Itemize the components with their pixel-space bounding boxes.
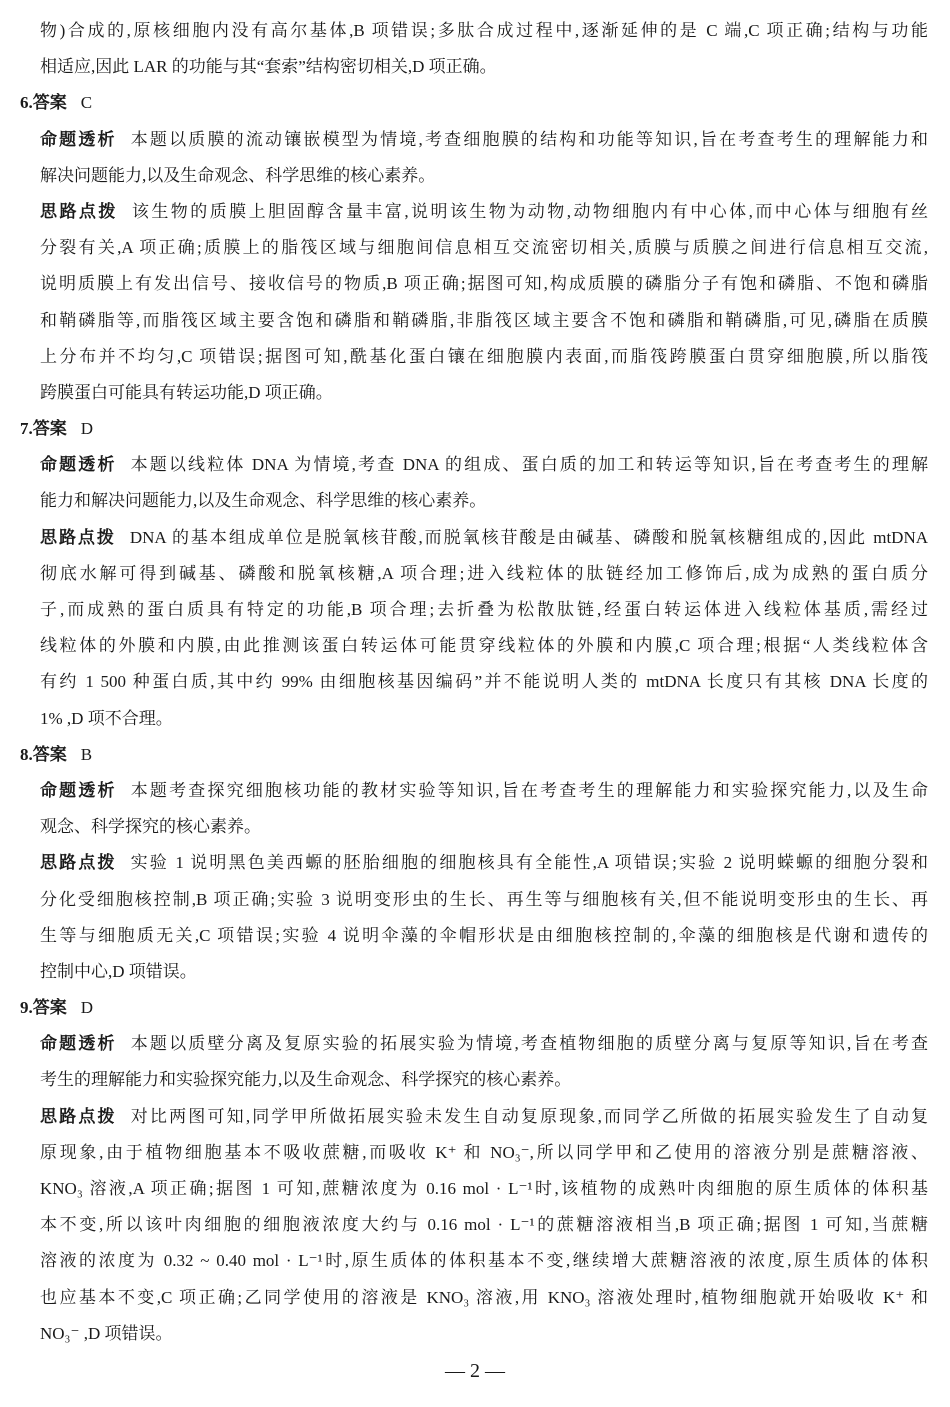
line-text: 该生物的质膜上胆固醇含量丰富,说明该生物为动物,动物细胞内有中心体,而中心体与细胞有丝 xyxy=(131,201,928,221)
line-text: 1% ,D 项不合理。 xyxy=(40,708,173,728)
question-number: 6. xyxy=(20,93,33,113)
text-line xyxy=(40,809,928,845)
question-number: 7. xyxy=(20,419,33,439)
text-line xyxy=(40,1026,928,1062)
text-line xyxy=(40,628,928,664)
line-text: 有约 1 500 种蛋白质,其中约 99% 由细胞核基因编码”并不能说明人类的 mtDNA 长度只有其核 DNA 长度的 xyxy=(40,672,928,692)
text-line xyxy=(40,303,928,339)
text-line xyxy=(40,1135,928,1171)
text-line xyxy=(40,266,928,302)
line-text: 子,而成熟的蛋白质具有特定的功能,B 项合理;去折叠为松散肽链,经蛋白转运体进入线粒体基质,需经过 xyxy=(40,600,928,619)
line-text: 本不变,所以该叶肉细胞的细胞液浓度大约与 0.16 mol · L⁻¹的蔗糖溶液相当,B 项正确;据图 1 可知,当蔗糖 xyxy=(40,1215,928,1235)
text-line xyxy=(40,1171,928,1207)
text-line xyxy=(40,1243,928,1279)
text-line xyxy=(40,375,928,411)
text-line xyxy=(40,520,928,556)
text-line xyxy=(40,447,928,483)
section-label: 思路点拨 xyxy=(40,527,116,548)
text-line xyxy=(40,194,928,230)
text-line xyxy=(40,49,928,85)
line-text: 实验 1 说明黑色美西螈的胚胎细胞的细胞核具有全能性,A 项错误;实验 2 说明蝾螈的细胞分裂和 xyxy=(130,853,928,873)
line-text: 对比两图可知,同学甲所做拓展实验未发生自动复原现象,而同学乙所做的拓展实验发生了自动复 xyxy=(130,1106,928,1126)
line-text: KNO₃ 溶液,A 项正确;据图 1 可知,蔗糖浓度为 0.16 mol · L⁻¹时,该植物的成熟叶肉细胞的原生质体的体积基 xyxy=(40,1179,928,1198)
line-text: 物)合成的,原核细胞内没有高尔基体,B 项错误;多肽合成过程中,逐渐延伸的是 C 端,C 项正确;结构与功能 xyxy=(40,21,928,40)
line-text: 能力和解决问题能力,以及生命观念、科学思维的核心素养。 xyxy=(40,491,487,511)
text-line xyxy=(40,664,928,700)
line-text: 跨膜蛋白可能具有转运功能,D 项正确。 xyxy=(40,382,333,402)
line-text: 和鞘磷脂等,而脂筏区域主要含饱和磷脂和鞘磷脂,非脂筏区域主要含不饱和磷脂和鞘磷脂,可见,磷脂在质膜 xyxy=(40,310,928,330)
answer-heading xyxy=(20,411,950,447)
line-text: 分化受细胞核控制,B 项正确;实验 3 说明变形虫的生长、再生等与细胞核有关,但不能说明变形虫的生长、再 xyxy=(40,889,928,909)
answer-heading xyxy=(20,85,950,121)
line-text: 上分布并不均匀,C 项错误;据图可知,酰基化蛋白镶在细胞膜内表面,而脂筏跨膜蛋白贯穿细胞膜,所以脂筏 xyxy=(40,346,928,366)
section-label: 命题透析 xyxy=(40,455,117,476)
line-text: 相适应,因此 LAR 的功能与其“套索”结构密切相关,D 项正确。 xyxy=(40,57,497,77)
line-text: 说明质膜上有发出信号、接收信号的物质,B 项正确;据图可知,构成质膜的磷脂分子有饱和磷脂、不饱和磷脂 xyxy=(40,274,928,294)
question-number: 9. xyxy=(20,998,33,1018)
section-label: 思路点拨 xyxy=(40,201,118,222)
section-label: 思路点拨 xyxy=(40,1106,117,1127)
line-text: 溶液的浓度为 0.32 ~ 0.40 mol · L⁻¹时,原生质体的体积基本不变,继续增大蔗糖溶液的浓度,原生质体的体积 xyxy=(40,1251,928,1271)
text-line xyxy=(40,122,928,158)
text-line xyxy=(40,1207,928,1243)
line-text: 本题以质膜的流动镶嵌模型为情境,考查细胞膜的结构和功能等知识,旨在考查考生的理解能力和 xyxy=(130,129,928,149)
text-line xyxy=(40,483,928,519)
text-line xyxy=(40,1099,928,1135)
line-text: 本题考查探究细胞核功能的教材实验等知识,旨在考查考生的理解能力和实验探究能力,以及生命 xyxy=(130,780,928,800)
text-line xyxy=(40,592,928,628)
answer-label: 答案 xyxy=(32,998,67,1018)
answer-label: 答案 xyxy=(32,93,67,113)
line-text: 原现象,由于植物细胞基本不吸收蔗糖,而吸收 K⁺ 和 NO₃⁻,所以同学甲和乙使用的溶液分别是蔗糖溶液、 xyxy=(40,1142,928,1162)
text-line xyxy=(40,1280,928,1316)
line-text: 本题以质壁分离及复原实验的拓展实验为情境,考查植物细胞的质壁分离与复原等知识,旨在考查 xyxy=(130,1034,928,1054)
section-label: 命题透析 xyxy=(40,1034,117,1055)
line-text: 解决问题能力,以及生命观念、科学思维的核心素养。 xyxy=(40,165,436,185)
answer-value: D xyxy=(80,998,94,1018)
line-text: 线粒体的外膜和内膜,由此推测该蛋白转运体可能贯穿线粒体的外膜和内膜,C 项合理;根据“人类线粒体含 xyxy=(40,636,928,656)
line-text: 分裂有关,A 项正确;质膜上的脂筏区域与细胞间信息相互交流密切相关,质膜与质膜之间进行信息相互交流, xyxy=(40,238,928,258)
text-line xyxy=(40,1062,928,1098)
line-text: 考生的理解能力和实验探究能力,以及生命观念、科学探究的核心素养。 xyxy=(40,1070,572,1090)
text-line xyxy=(40,556,928,592)
text-line xyxy=(40,918,928,954)
text-line xyxy=(40,701,928,737)
text-line xyxy=(40,845,928,881)
answer-value: B xyxy=(80,744,93,764)
answer-heading xyxy=(20,737,950,773)
line-text: NO₃⁻ ,D 项错误。 xyxy=(40,1323,173,1343)
answer-value: C xyxy=(80,93,93,113)
page-number: — 2 — xyxy=(445,1360,505,1382)
text-line xyxy=(40,954,928,990)
text-line xyxy=(40,1316,928,1352)
line-text: 控制中心,D 项错误。 xyxy=(40,961,197,981)
section-label: 思路点拨 xyxy=(40,853,117,874)
text-line xyxy=(40,339,928,375)
text-line xyxy=(40,773,928,809)
document-page xyxy=(0,13,950,1352)
line-text: 也应基本不变,C 项正确;乙同学使用的溶液是 KNO₃ 溶液,用 KNO₃ 溶液处理时,植物细胞就开始吸收 K⁺ 和 xyxy=(40,1287,928,1307)
line-text: 彻底水解可得到碱基、磷酸和脱氧核糖,A 项合理;进入线粒体的肽链经加工修饰后,成为成熟的蛋白质分 xyxy=(40,563,928,583)
question-number: 8. xyxy=(20,744,33,764)
line-text: 生等与细胞质无关,C 项错误;实验 4 说明伞藻的伞帽形状是由细胞核控制的,伞藻的细胞核是代谢和遗传的 xyxy=(40,925,928,945)
line-text: 观念、科学探究的核心素养。 xyxy=(40,817,261,837)
answer-label: 答案 xyxy=(32,744,67,764)
text-line xyxy=(40,230,928,266)
line-text: DNA 的基本组成单位是脱氧核苷酸,而脱氧核苷酸是由碱基、磷酸和脱氧核糖组成的,因此 mtDNA xyxy=(129,527,928,547)
section-label: 命题透析 xyxy=(40,780,117,801)
section-label: 命题透析 xyxy=(40,129,117,150)
answer-value: D xyxy=(80,419,94,439)
line-text: 本题以线粒体 DNA 为情境,考查 DNA 的组成、蛋白质的加工和转运等知识,旨在考查考生的理解 xyxy=(130,455,928,475)
text-line xyxy=(40,882,928,918)
answer-heading xyxy=(20,990,950,1026)
answer-label: 答案 xyxy=(32,419,67,439)
text-line xyxy=(40,158,928,194)
text-line xyxy=(40,13,928,49)
